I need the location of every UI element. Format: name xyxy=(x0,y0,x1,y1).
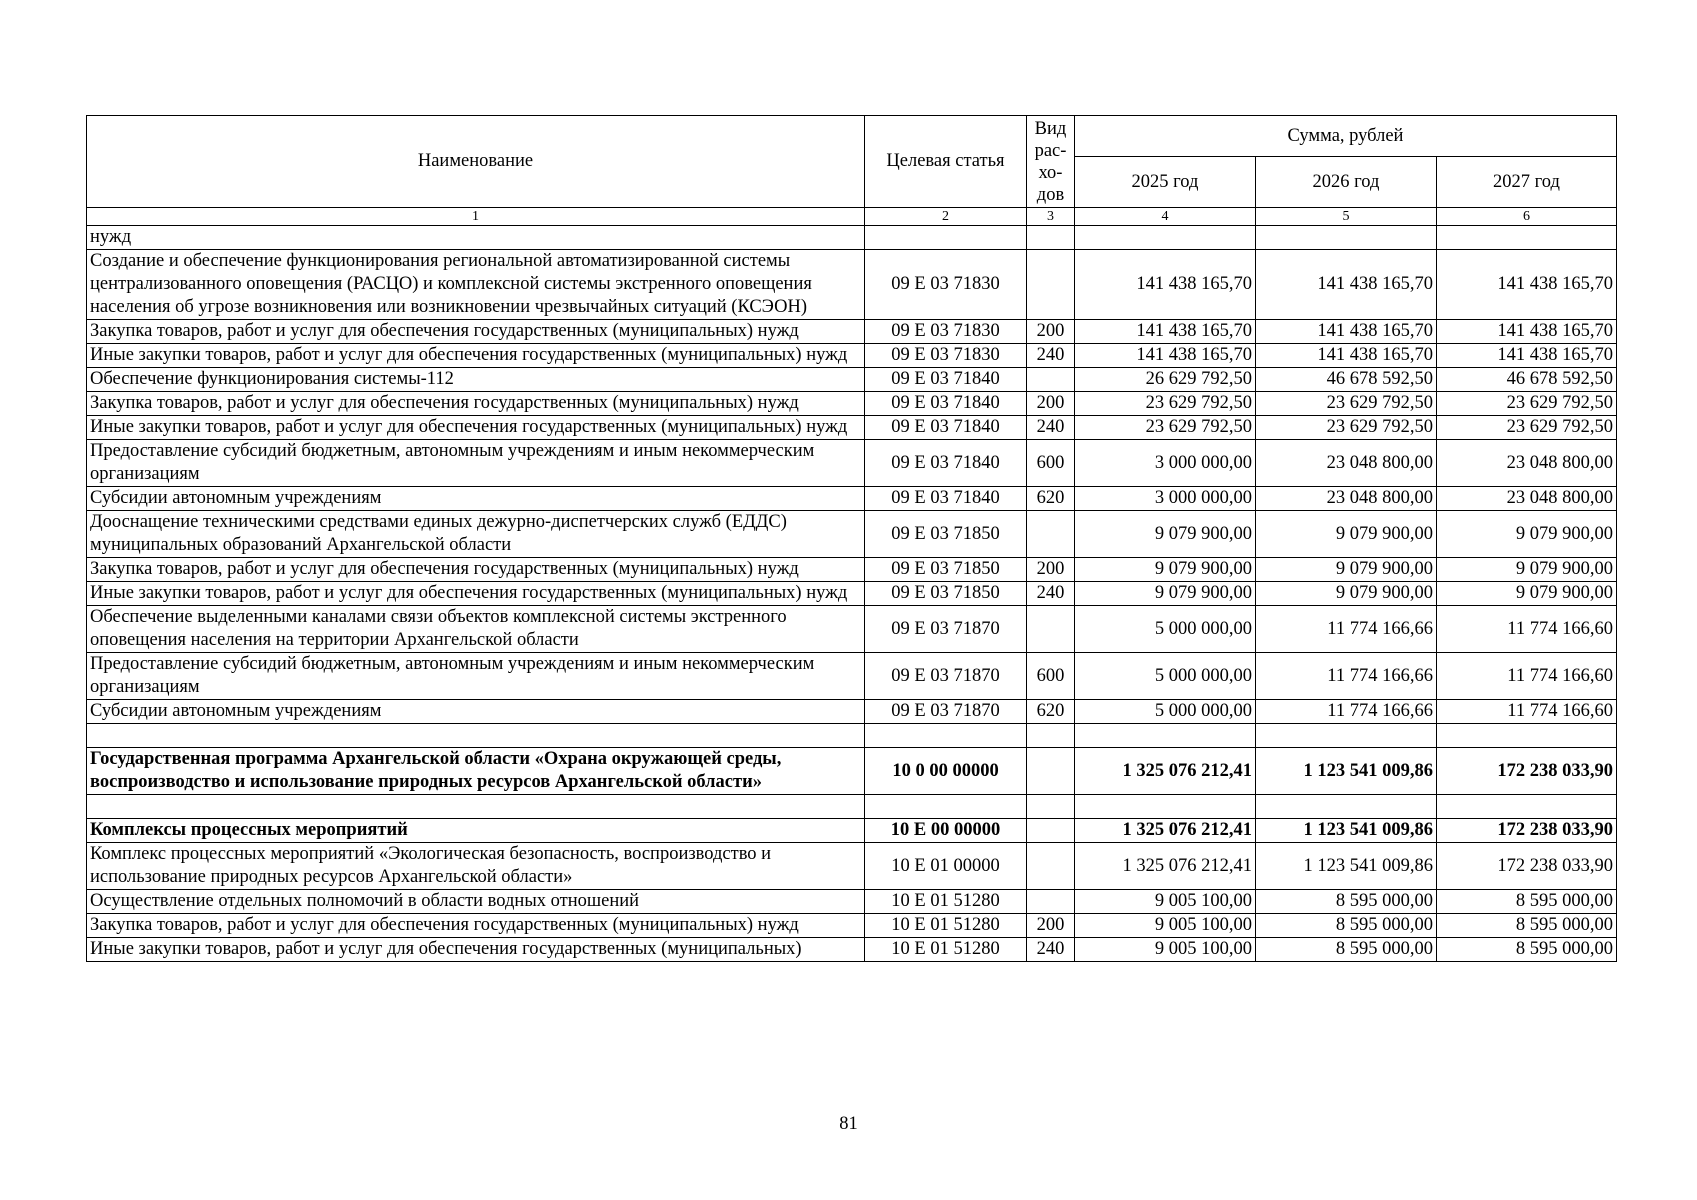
row-expense-kind: 620 xyxy=(1027,487,1075,511)
table-row xyxy=(87,843,1617,890)
row-amount-2025: 9 005 100,00 xyxy=(1075,890,1256,914)
row-expense-kind xyxy=(1027,843,1075,890)
table-row xyxy=(87,653,1617,700)
row-target-code: 10 Е 01 51280 xyxy=(865,938,1027,962)
row-amount-2025: 5 000 000,00 xyxy=(1075,653,1256,700)
row-expense-kind: 200 xyxy=(1027,392,1075,416)
row-amount-2025: 9 079 900,00 xyxy=(1075,511,1256,558)
row-amount-2027: 8 595 000,00 xyxy=(1437,914,1617,938)
row-expense-kind: 200 xyxy=(1027,320,1075,344)
header-year-2027: 2027 год xyxy=(1437,157,1617,208)
row-amount-2025 xyxy=(1075,226,1256,250)
row-amount-2027: 11 774 166,60 xyxy=(1437,700,1617,724)
row-name: Иные закупки товаров, работ и услуг для обеспечения государственных (муниципальных) нужд xyxy=(87,416,865,440)
row-name: Осуществление отдельных полномочий в области водных отношений xyxy=(87,890,865,914)
table-row xyxy=(87,819,1617,843)
spacer-row xyxy=(87,795,1617,819)
row-expense-kind: 240 xyxy=(1027,582,1075,606)
row-name: Иные закупки товаров, работ и услуг для обеспечения государственных (муниципальных) xyxy=(87,938,865,962)
row-name: Иные закупки товаров, работ и услуг для обеспечения государственных (муниципальных) нужд xyxy=(87,344,865,368)
row-amount-2025: 141 438 165,70 xyxy=(1075,250,1256,320)
row-amount-2026: 9 079 900,00 xyxy=(1256,582,1437,606)
row-expense-kind: 240 xyxy=(1027,344,1075,368)
row-expense-kind: 600 xyxy=(1027,653,1075,700)
row-expense-kind xyxy=(1027,606,1075,653)
column-number-row xyxy=(87,208,1617,226)
table-row xyxy=(87,368,1617,392)
row-amount-2026: 1 123 541 009,86 xyxy=(1256,819,1437,843)
empty-cell xyxy=(1075,724,1256,748)
row-expense-kind: 620 xyxy=(1027,700,1075,724)
empty-cell xyxy=(1256,795,1437,819)
row-amount-2027: 141 438 165,70 xyxy=(1437,250,1617,320)
row-expense-kind xyxy=(1027,368,1075,392)
empty-cell xyxy=(1027,795,1075,819)
row-amount-2025: 5 000 000,00 xyxy=(1075,700,1256,724)
row-expense-kind xyxy=(1027,890,1075,914)
row-name: Субсидии автономным учреждениям xyxy=(87,487,865,511)
row-name: Обеспечение функционирования системы-112 xyxy=(87,368,865,392)
row-amount-2025: 141 438 165,70 xyxy=(1075,320,1256,344)
row-amount-2027: 23 048 800,00 xyxy=(1437,440,1617,487)
row-name: Закупка товаров, работ и услуг для обеспечения государственных (муниципальных) нужд xyxy=(87,558,865,582)
row-expense-kind xyxy=(1027,250,1075,320)
row-target-code: 09 Е 03 71850 xyxy=(865,558,1027,582)
row-name: Комплексы процессных мероприятий xyxy=(87,819,865,843)
table-row xyxy=(87,582,1617,606)
empty-cell xyxy=(87,795,865,819)
empty-cell xyxy=(1256,724,1437,748)
row-amount-2026: 141 438 165,70 xyxy=(1256,344,1437,368)
row-amount-2026: 1 123 541 009,86 xyxy=(1256,843,1437,890)
table-row xyxy=(87,748,1617,795)
header-name: Наименование xyxy=(87,116,865,208)
row-amount-2025: 3 000 000,00 xyxy=(1075,440,1256,487)
row-expense-kind xyxy=(1027,511,1075,558)
row-amount-2025: 1 325 076 212,41 xyxy=(1075,843,1256,890)
row-expense-kind: 600 xyxy=(1027,440,1075,487)
budget-table xyxy=(86,115,1617,962)
row-target-code: 09 Е 03 71840 xyxy=(865,487,1027,511)
row-expense-kind: 240 xyxy=(1027,416,1075,440)
row-amount-2026: 11 774 166,66 xyxy=(1256,700,1437,724)
row-amount-2025: 141 438 165,70 xyxy=(1075,344,1256,368)
row-amount-2027: 172 238 033,90 xyxy=(1437,748,1617,795)
table-row xyxy=(87,320,1617,344)
row-amount-2025: 26 629 792,50 xyxy=(1075,368,1256,392)
table-row xyxy=(87,914,1617,938)
empty-cell xyxy=(865,795,1027,819)
header-target: Целевая статья xyxy=(865,116,1027,208)
row-target-code: 09 Е 03 71840 xyxy=(865,368,1027,392)
table-row xyxy=(87,487,1617,511)
row-amount-2026: 11 774 166,66 xyxy=(1256,606,1437,653)
row-amount-2027: 23 629 792,50 xyxy=(1437,416,1617,440)
table-row xyxy=(87,416,1617,440)
row-amount-2027: 141 438 165,70 xyxy=(1437,320,1617,344)
row-amount-2026: 11 774 166,66 xyxy=(1256,653,1437,700)
row-amount-2027: 23 629 792,50 xyxy=(1437,392,1617,416)
row-target-code: 09 Е 03 71850 xyxy=(865,582,1027,606)
row-name: Закупка товаров, работ и услуг для обеспечения государственных (муниципальных) нужд xyxy=(87,320,865,344)
row-name: Создание и обеспечение функционирования региональной автоматизированной системы централизованного оповещения (РАСЦО) и комплексной системы экстренного оповещения населения об угрозе возникновения или возникновении чрезвычайных ситуаций (КСЭОН) xyxy=(87,250,865,320)
row-amount-2026: 23 629 792,50 xyxy=(1256,392,1437,416)
row-name: Предоставление субсидий бюджетным, автономным учреждениям и иным некоммерческим организациям xyxy=(87,653,865,700)
row-amount-2026: 9 079 900,00 xyxy=(1256,511,1437,558)
row-name: Обеспечение выделенными каналами связи объектов комплексной системы экстренного оповещения населения на территории Архангельской области xyxy=(87,606,865,653)
column-number: 5 xyxy=(1256,208,1437,226)
row-target-code: 09 Е 03 71830 xyxy=(865,344,1027,368)
row-amount-2025: 23 629 792,50 xyxy=(1075,392,1256,416)
table-row xyxy=(87,890,1617,914)
header-kind: Вид рас- хо- дов xyxy=(1027,116,1075,208)
row-name: Комплекс процессных мероприятий «Экологическая безопасность, воспроизводство и использование природных ресурсов Архангельской области» xyxy=(87,843,865,890)
row-amount-2027: 8 595 000,00 xyxy=(1437,890,1617,914)
row-name: Закупка товаров, работ и услуг для обеспечения государственных (муниципальных) нужд xyxy=(87,914,865,938)
row-name: Иные закупки товаров, работ и услуг для обеспечения государственных (муниципальных) нужд xyxy=(87,582,865,606)
row-amount-2027: 9 079 900,00 xyxy=(1437,558,1617,582)
row-amount-2025: 1 325 076 212,41 xyxy=(1075,819,1256,843)
column-number: 6 xyxy=(1437,208,1617,226)
row-amount-2027: 9 079 900,00 xyxy=(1437,511,1617,558)
row-target-code: 10 Е 01 51280 xyxy=(865,890,1027,914)
column-number: 4 xyxy=(1075,208,1256,226)
header-year-2025: 2025 год xyxy=(1075,157,1256,208)
table-row xyxy=(87,558,1617,582)
row-amount-2026: 141 438 165,70 xyxy=(1256,320,1437,344)
row-amount-2026: 23 048 800,00 xyxy=(1256,487,1437,511)
row-amount-2025: 9 005 100,00 xyxy=(1075,938,1256,962)
empty-cell xyxy=(865,724,1027,748)
row-amount-2026: 9 079 900,00 xyxy=(1256,558,1437,582)
row-amount-2025: 9 005 100,00 xyxy=(1075,914,1256,938)
row-amount-2026: 46 678 592,50 xyxy=(1256,368,1437,392)
row-name: Предоставление субсидий бюджетным, автономным учреждениям и иным некоммерческим организациям xyxy=(87,440,865,487)
row-amount-2027: 11 774 166,60 xyxy=(1437,653,1617,700)
empty-cell xyxy=(1075,795,1256,819)
table-row xyxy=(87,606,1617,653)
column-number: 2 xyxy=(865,208,1027,226)
row-expense-kind xyxy=(1027,226,1075,250)
row-target-code: 09 Е 03 71830 xyxy=(865,320,1027,344)
row-amount-2027: 11 774 166,60 xyxy=(1437,606,1617,653)
row-amount-2027: 23 048 800,00 xyxy=(1437,487,1617,511)
row-amount-2027: 141 438 165,70 xyxy=(1437,344,1617,368)
table-row xyxy=(87,700,1617,724)
row-amount-2027: 172 238 033,90 xyxy=(1437,843,1617,890)
table-row xyxy=(87,938,1617,962)
row-amount-2026: 141 438 165,70 xyxy=(1256,250,1437,320)
column-number: 1 xyxy=(87,208,865,226)
row-target-code: 09 Е 03 71870 xyxy=(865,606,1027,653)
row-amount-2026: 23 629 792,50 xyxy=(1256,416,1437,440)
row-target-code: 09 Е 03 71830 xyxy=(865,250,1027,320)
row-target-code: 10 0 00 00000 xyxy=(865,748,1027,795)
table-row xyxy=(87,392,1617,416)
row-amount-2027: 8 595 000,00 xyxy=(1437,938,1617,962)
row-amount-2027: 9 079 900,00 xyxy=(1437,582,1617,606)
row-target-code: 10 Е 00 00000 xyxy=(865,819,1027,843)
row-amount-2027 xyxy=(1437,226,1617,250)
empty-cell xyxy=(1437,795,1617,819)
table-body xyxy=(87,226,1617,962)
row-amount-2026: 8 595 000,00 xyxy=(1256,890,1437,914)
row-target-code: 09 Е 03 71850 xyxy=(865,511,1027,558)
table-row xyxy=(87,250,1617,320)
spacer-row xyxy=(87,724,1617,748)
empty-cell xyxy=(87,724,865,748)
row-target-code: 09 Е 03 71840 xyxy=(865,440,1027,487)
row-amount-2025: 9 079 900,00 xyxy=(1075,582,1256,606)
row-target-code: 09 Е 03 71870 xyxy=(865,700,1027,724)
row-amount-2025: 1 325 076 212,41 xyxy=(1075,748,1256,795)
row-expense-kind xyxy=(1027,819,1075,843)
row-amount-2026 xyxy=(1256,226,1437,250)
header-year-2026: 2026 год xyxy=(1256,157,1437,208)
table-row xyxy=(87,511,1617,558)
empty-cell xyxy=(1437,724,1617,748)
row-expense-kind xyxy=(1027,748,1075,795)
row-expense-kind: 200 xyxy=(1027,914,1075,938)
row-target-code: 10 Е 01 51280 xyxy=(865,914,1027,938)
row-target-code xyxy=(865,226,1027,250)
row-name: Дооснащение техническими средствами единых дежурно-диспетчерских служб (ЕДДС) муниципальных образований Архангельской области xyxy=(87,511,865,558)
empty-cell xyxy=(1027,724,1075,748)
row-expense-kind: 240 xyxy=(1027,938,1075,962)
page-number: 81 xyxy=(839,1114,858,1134)
row-amount-2025: 23 629 792,50 xyxy=(1075,416,1256,440)
row-name: Государственная программа Архангельской области «Охрана окружающей среды, воспроизводство и использование природных ресурсов Архангельской области» xyxy=(87,748,865,795)
table-row xyxy=(87,440,1617,487)
row-amount-2026: 1 123 541 009,86 xyxy=(1256,748,1437,795)
row-expense-kind: 200 xyxy=(1027,558,1075,582)
row-amount-2027: 172 238 033,90 xyxy=(1437,819,1617,843)
table-row xyxy=(87,226,1617,250)
row-amount-2025: 9 079 900,00 xyxy=(1075,558,1256,582)
row-amount-2026: 8 595 000,00 xyxy=(1256,914,1437,938)
row-amount-2026: 23 048 800,00 xyxy=(1256,440,1437,487)
row-amount-2025: 5 000 000,00 xyxy=(1075,606,1256,653)
table-row xyxy=(87,344,1617,368)
row-target-code: 10 Е 01 00000 xyxy=(865,843,1027,890)
row-name: Субсидии автономным учреждениям xyxy=(87,700,865,724)
row-target-code: 09 Е 03 71870 xyxy=(865,653,1027,700)
row-target-code: 09 Е 03 71840 xyxy=(865,416,1027,440)
row-target-code: 09 Е 03 71840 xyxy=(865,392,1027,416)
row-name: Закупка товаров, работ и услуг для обеспечения государственных (муниципальных) нужд xyxy=(87,392,865,416)
header-sum: Сумма, рублей xyxy=(1075,116,1617,157)
row-name: нужд xyxy=(87,226,865,250)
row-amount-2026: 8 595 000,00 xyxy=(1256,938,1437,962)
row-amount-2027: 46 678 592,50 xyxy=(1437,368,1617,392)
row-amount-2025: 3 000 000,00 xyxy=(1075,487,1256,511)
column-number: 3 xyxy=(1027,208,1075,226)
